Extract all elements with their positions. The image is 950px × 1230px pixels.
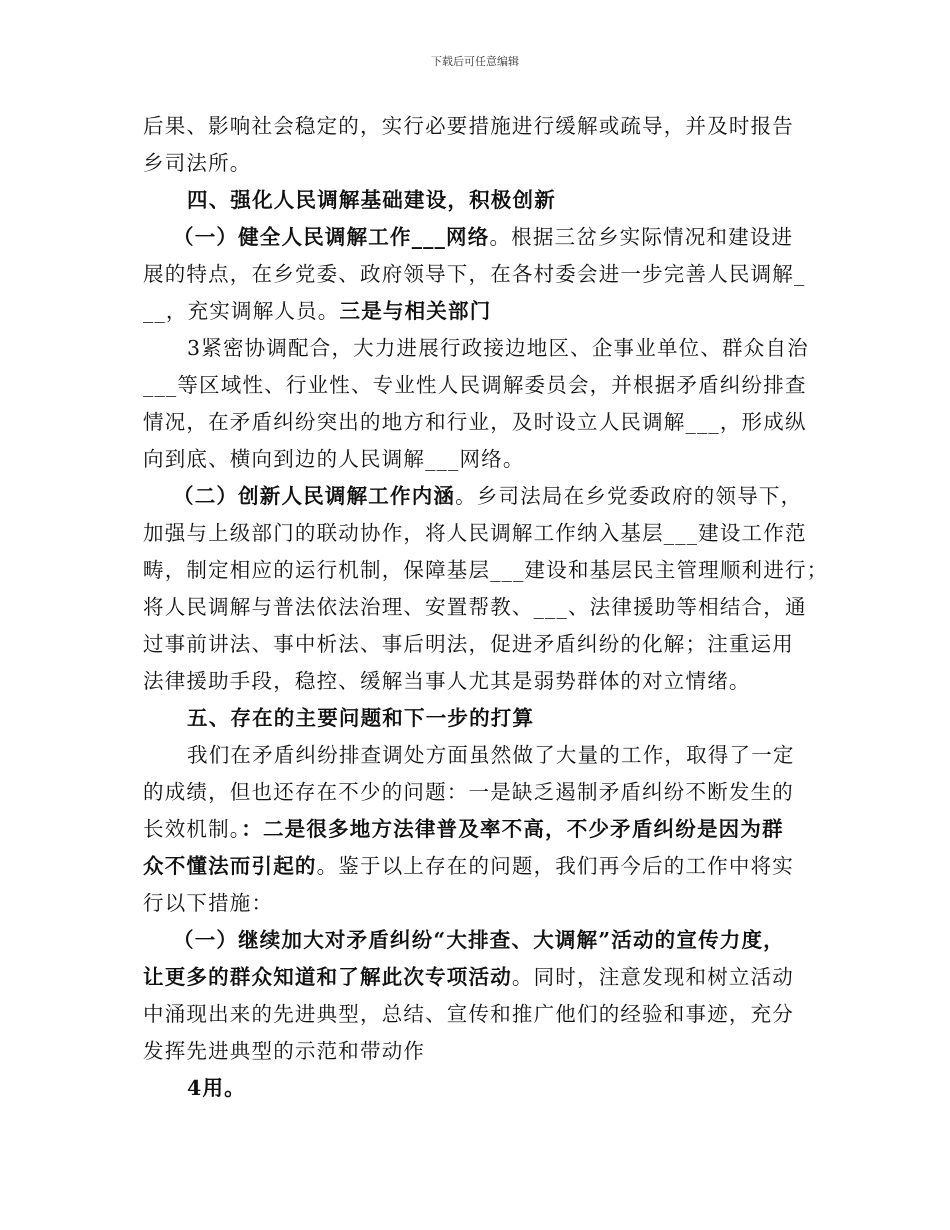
bold-text: 四、强化人民调解基础建设，积极创新	[187, 188, 556, 212]
bold-text: 让更多的群众知道和了解此次专项活动	[143, 965, 512, 989]
text-line	[143, 811, 809, 848]
body-text: 向到底、横向到边的人民调解___网络。	[143, 447, 525, 471]
bold-text: 4用。	[187, 1076, 246, 1100]
body-text: 。同时，注意发现和树立活动	[511, 965, 795, 989]
text-line	[143, 515, 809, 552]
text-line	[143, 330, 809, 367]
body-text: 过事前讲法、事中析法、事后明法，促进矛盾纠纷的化解；注重运用	[143, 632, 794, 656]
body-text: 乡司法所。	[143, 151, 252, 175]
body-text: 行以下措施：	[143, 891, 274, 915]
body-text: 畴，制定相应的运行机制，保障基层___建设和基层民主管理顺利进行；	[143, 558, 829, 582]
text-line	[143, 108, 809, 145]
text-line	[143, 182, 809, 219]
body-text: 将人民调解与普法依法治理、安置帮教、___、法律援助等相结合，通	[143, 595, 807, 619]
text-line	[143, 774, 809, 811]
body-text: 中涌现出来的先进典型，总结、宣传和推广他们的经验和事迹，充分	[143, 1002, 794, 1026]
bold-text: 五、存在的主要问题和下一步的打算	[187, 706, 535, 730]
body-text: 3紧密协调配合，大力进展行政接边地区、企事业单位、群众自治	[187, 336, 809, 360]
text-line	[143, 663, 809, 700]
bold-text: （二）创新人民调解工作内涵	[173, 484, 456, 508]
text-line	[143, 293, 809, 330]
body-text: 发挥先进典型的示范和带动作	[143, 1039, 426, 1063]
body-text: 加强与上级部门的联动协作，将人民调解工作纳入基层___建设工作范	[143, 521, 807, 545]
text-line	[143, 996, 809, 1033]
bold-text: ：二是很多地方法律普及率不高，不少矛盾纠纷是因为群	[241, 817, 784, 841]
text-line	[143, 1070, 809, 1107]
bold-text: 众不懂法而引起的	[143, 854, 317, 878]
text-line	[143, 367, 809, 404]
body-text: 展的特点，在乡党委、政府领导下，在各村委会进一步完善人民调解_	[143, 262, 806, 286]
text-line	[143, 145, 809, 182]
body-text: 。鉴于以上存在的问题，我们再今后的工作中将实	[316, 854, 795, 878]
bold-text: （一）继续加大对矛盾纠纷“大排查、大调解”活动的宣传力度，	[173, 928, 785, 952]
page-header: 下载后可任意编辑	[431, 55, 519, 68]
text-line	[143, 589, 809, 626]
body-text: ___等区域性、行业性、专业性人民调解委员会，并根据矛盾纠纷排查	[143, 373, 807, 397]
body-text: 。乡司法局在乡党委政府的领导下，	[455, 484, 803, 508]
bold-text: 三是与相关部门	[339, 299, 492, 323]
body-text: 后果、影响社会稳定的，实行必要措施进行缓解或疏导，并及时报告	[143, 114, 794, 138]
text-line	[143, 552, 829, 589]
body-text: __，充实调解人员。	[143, 299, 340, 323]
body-text: 情况，在矛盾纠纷突出的地方和行业，及时设立人民调解___，形成纵	[143, 410, 807, 434]
document-body	[143, 108, 829, 1107]
text-line	[143, 922, 809, 959]
text-line	[143, 404, 809, 441]
text-line	[143, 478, 809, 515]
text-line	[143, 959, 809, 996]
body-text: 长效机制。	[143, 817, 242, 841]
body-text: 。根据三岔乡实际情况和建设进	[489, 225, 794, 249]
text-line	[143, 1033, 809, 1070]
bold-text: （一）健全人民调解工作___网络	[173, 225, 490, 249]
text-line	[143, 885, 809, 922]
text-line	[143, 256, 809, 293]
text-line	[143, 848, 809, 885]
text-line	[143, 219, 809, 256]
text-line	[143, 626, 809, 663]
text-line	[143, 441, 809, 478]
body-text: 我们在矛盾纠纷排查调处方面虽然做了大量的工作，取得了一定	[187, 743, 795, 767]
body-text: 的成绩，但也还存在不少的问题：一是缺乏遏制矛盾纠纷不断发生的	[143, 780, 794, 804]
text-line	[143, 737, 809, 774]
body-text: 法律援助手段，稳控、缓解当事人尤其是弱势群体的对立情绪。	[143, 669, 751, 693]
text-line	[143, 700, 809, 737]
